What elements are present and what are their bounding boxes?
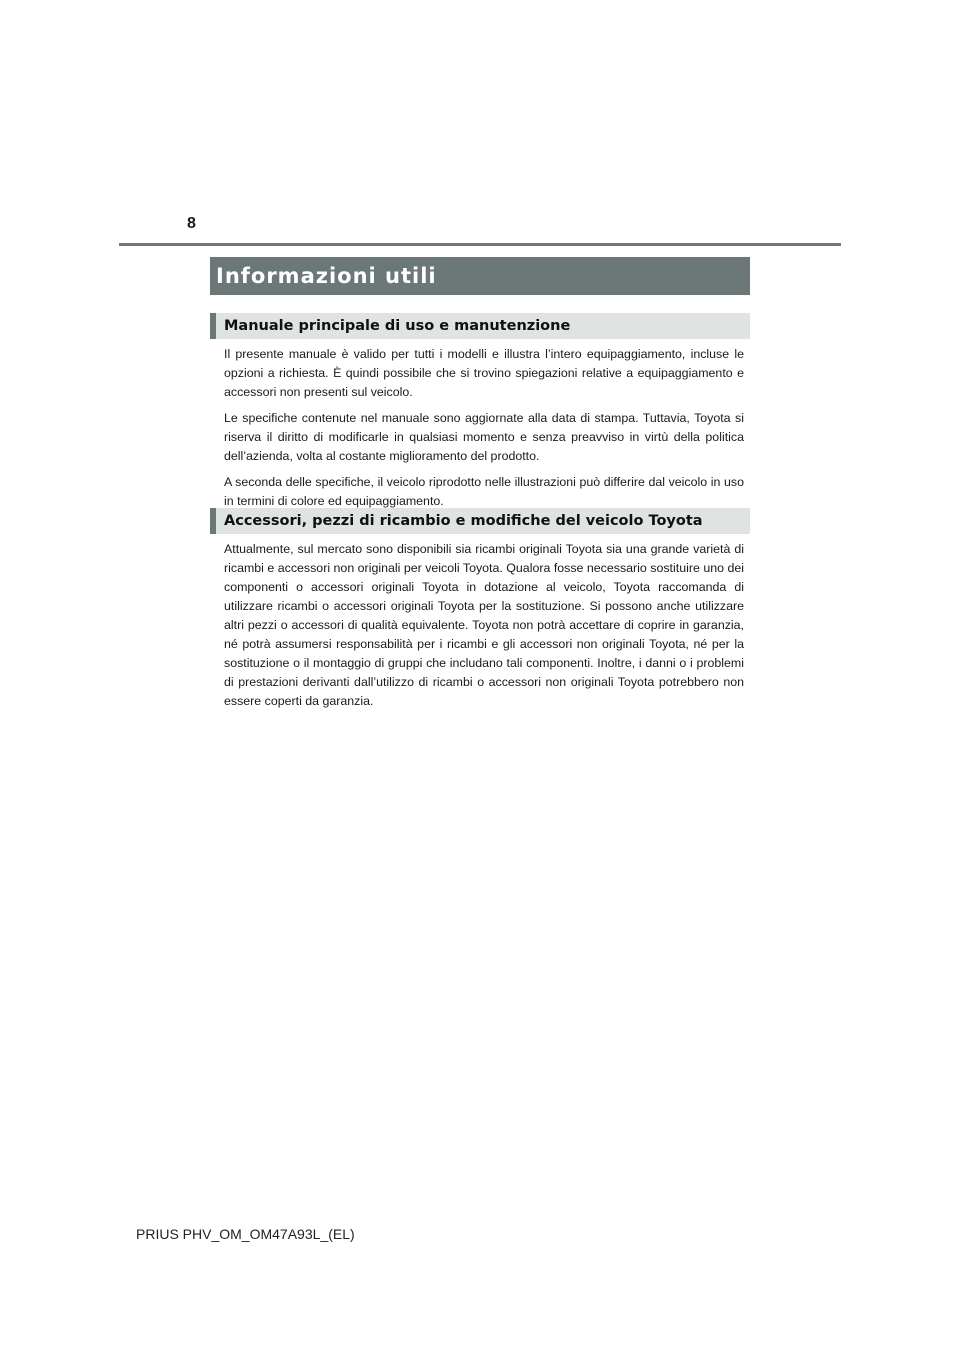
section-body-accessories — [224, 540, 744, 718]
header-rule — [119, 243, 841, 246]
paragraph: A seconda delle specifiche, il veicolo riprodotto nelle illustrazioni può differire dal veicolo in uso in termini di colore ed equipaggiamento. — [224, 475, 744, 508]
paragraph: Attualmente, sul mercato sono disponibili sia ricambi originali Toyota sia una grande varietà di ricambi e accessori non originali per veicoli Toyota. Qualora fosse necessario sostituire uno dei componenti o accessori originali Toyota in dotazione al veicolo, Toyota raccomanda di utilizzare ricambi o accessori originali Toyota per la sostituzione. Si possono anche utilizzare altri pezzi o accessori di qualità equivalente. Toyota non potrà accettare di coprire in garanzia, né potrà assumersi responsabilità per i ricambi e gli accessori non originali Toyota, né per la sostituzione o il montaggio di gruppi che includano tali componenti. Inoltre, i danni o i problemi di prestazioni derivanti dall’utilizzo di ricambi o accessori non originali Toyota potrebbero non essere coperti da garanzia. — [224, 542, 744, 708]
section-title: Accessori, pezzi di ricambio e modifiche del veicolo Toyota — [224, 513, 703, 529]
section-body-manual — [224, 345, 744, 518]
main-title-bar — [210, 257, 750, 295]
page-title: Informazioni utili — [216, 264, 437, 288]
section-header-accessories — [210, 508, 750, 534]
section-title: Manuale principale di uso e manutenzione — [224, 318, 571, 334]
document-code: PRIUS PHV_OM_OM47A93L_(EL) — [136, 1226, 355, 1242]
paragraph: Il presente manuale è valido per tutti i modelli e illustra l’intero equipaggiamento, incluse le opzioni a richiesta. È quindi possibile che si trovino spiegazioni relative a equipaggiamento e accessori non presenti sul veicolo. — [224, 347, 744, 399]
page-number: 8 — [187, 215, 196, 232]
section-header-manual — [210, 313, 750, 339]
paragraph: Le specifiche contenute nel manuale sono aggiornate alla data di stampa. Tuttavia, Toyota si riserva il diritto di modificarle in qualsiasi momento e senza preavviso in virtù della politica dell’azienda, volta al costante miglioramento del prodotto. — [224, 411, 744, 463]
